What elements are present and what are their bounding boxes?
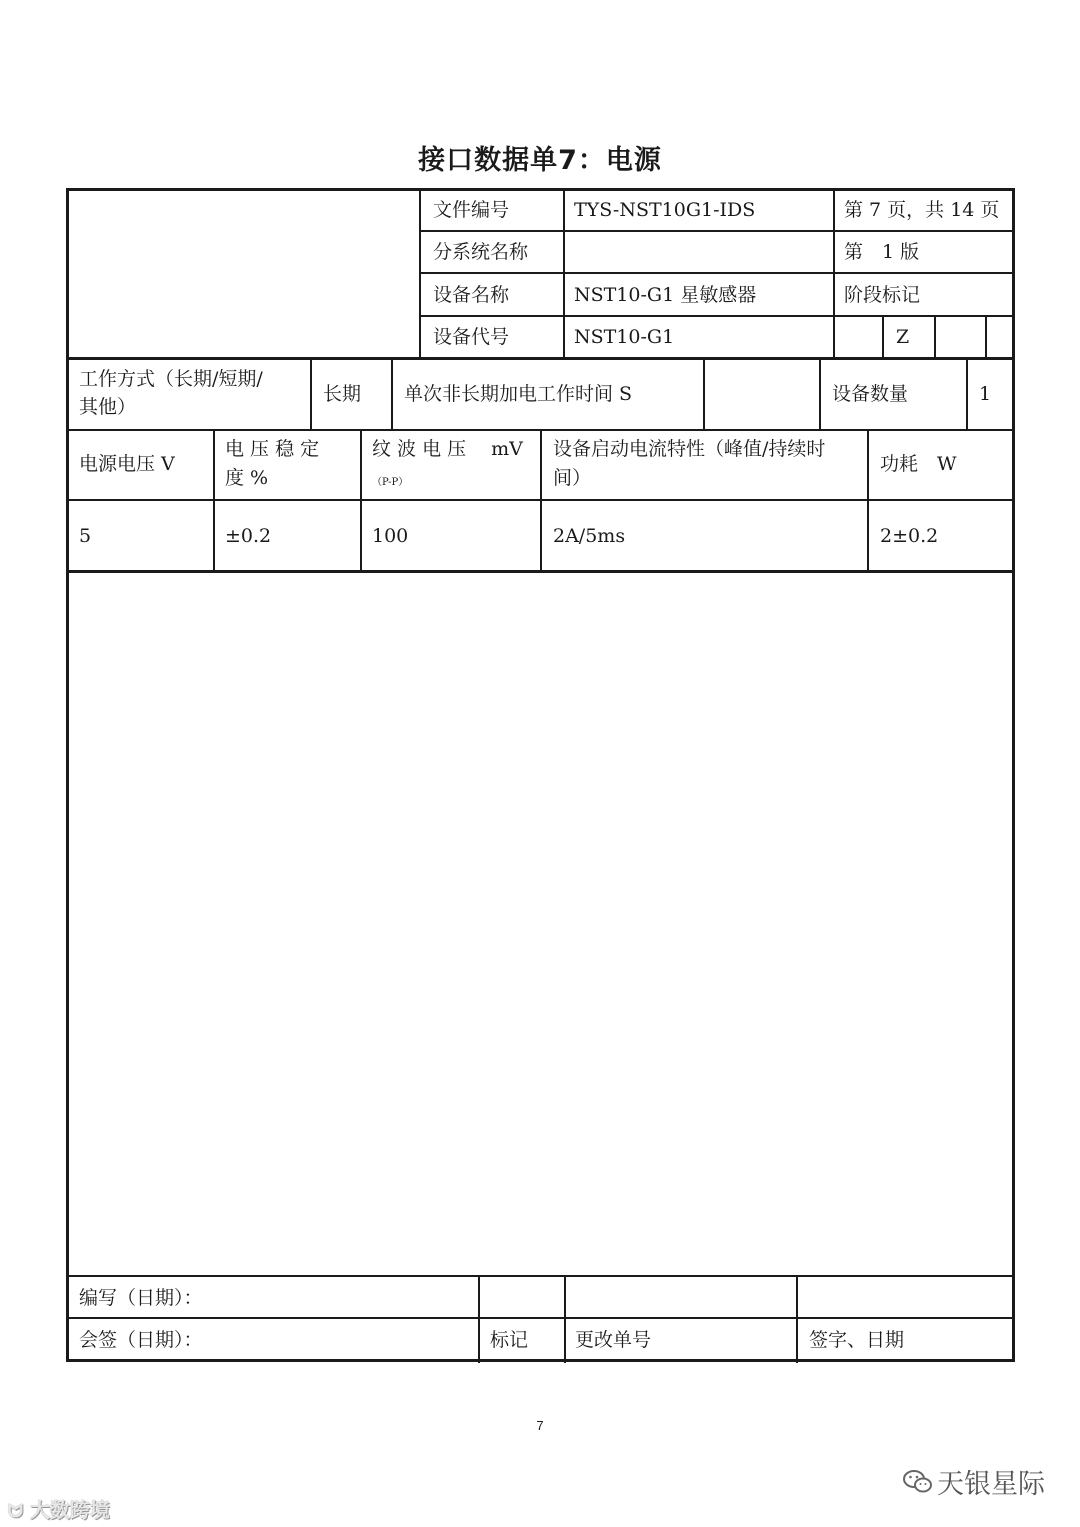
change-number-label: 更改单号: [575, 1329, 652, 1351]
work-mode-label-line1: 工作方式（长期/短期/: [79, 368, 263, 390]
consumption-header: 功耗 W: [880, 453, 957, 475]
stage-mark-value: Z: [896, 326, 910, 348]
device-name-value: NST10-G1 星敏感器: [574, 284, 757, 306]
device-code-value: NST10-G1: [574, 326, 675, 348]
sign-date-label: 签字、日期: [809, 1329, 905, 1351]
stability-header-line2: 度 %: [225, 467, 269, 489]
stage-mark-label: 阶段标记: [844, 284, 921, 306]
startup-header-line2: 间）: [553, 467, 592, 489]
file-number-value: TYS-NST10G1-IDS: [574, 199, 756, 221]
work-mode-value: 长期: [323, 383, 362, 405]
mark-label: 标记: [490, 1329, 529, 1351]
written-by-label: 编写（日期）：: [79, 1287, 203, 1309]
work-mode-label-line2: 其他）: [79, 396, 137, 418]
startup-value: 2A/5ms: [553, 525, 626, 547]
edition: 第 1 版: [844, 241, 920, 263]
voltage-value: 5: [79, 525, 92, 547]
page-info: 第 7 页，共 14 页: [844, 199, 1000, 221]
watermark-left-text: 大数跨境: [29, 1498, 110, 1522]
consumption-value: 2±0.2: [880, 525, 939, 547]
ripple-header-sub: （P-P）: [372, 477, 409, 488]
device-count-label: 设备数量: [832, 383, 909, 405]
watermark-right: [903, 1462, 1045, 1501]
interface-data-table: [66, 188, 1015, 1362]
watermark-left: [8, 1494, 110, 1523]
ripple-value: 100: [372, 525, 409, 547]
watermark-logo-icon: ᗢ: [8, 1501, 23, 1522]
document-title: 接口数据单7：电源: [418, 145, 662, 176]
startup-header-line1: 设备启动电流特性（峰值/持续时: [553, 438, 826, 460]
nonlong-time-label: 单次非长期加电工作时间 S: [404, 383, 633, 405]
device-name-label: 设备名称: [433, 284, 510, 306]
device-count-value: 1: [979, 383, 992, 405]
countersign-label: 会签（日期）：: [79, 1329, 203, 1351]
stability-header-line1: 电 压 稳 定: [225, 438, 320, 460]
wechat-icon: [903, 1469, 933, 1495]
device-code-label: 设备代号: [433, 326, 510, 348]
ripple-header-line1: 纹 波 电 压 mV: [372, 438, 523, 460]
voltage-header: 电源电压 V: [79, 453, 175, 475]
watermark-right-text: 天银星际: [937, 1469, 1045, 1500]
page-number: 7: [536, 1418, 544, 1433]
subsystem-name-label: 分系统名称: [433, 241, 529, 263]
file-number-label: 文件编号: [433, 199, 510, 221]
stability-value: ±0.2: [225, 525, 272, 547]
